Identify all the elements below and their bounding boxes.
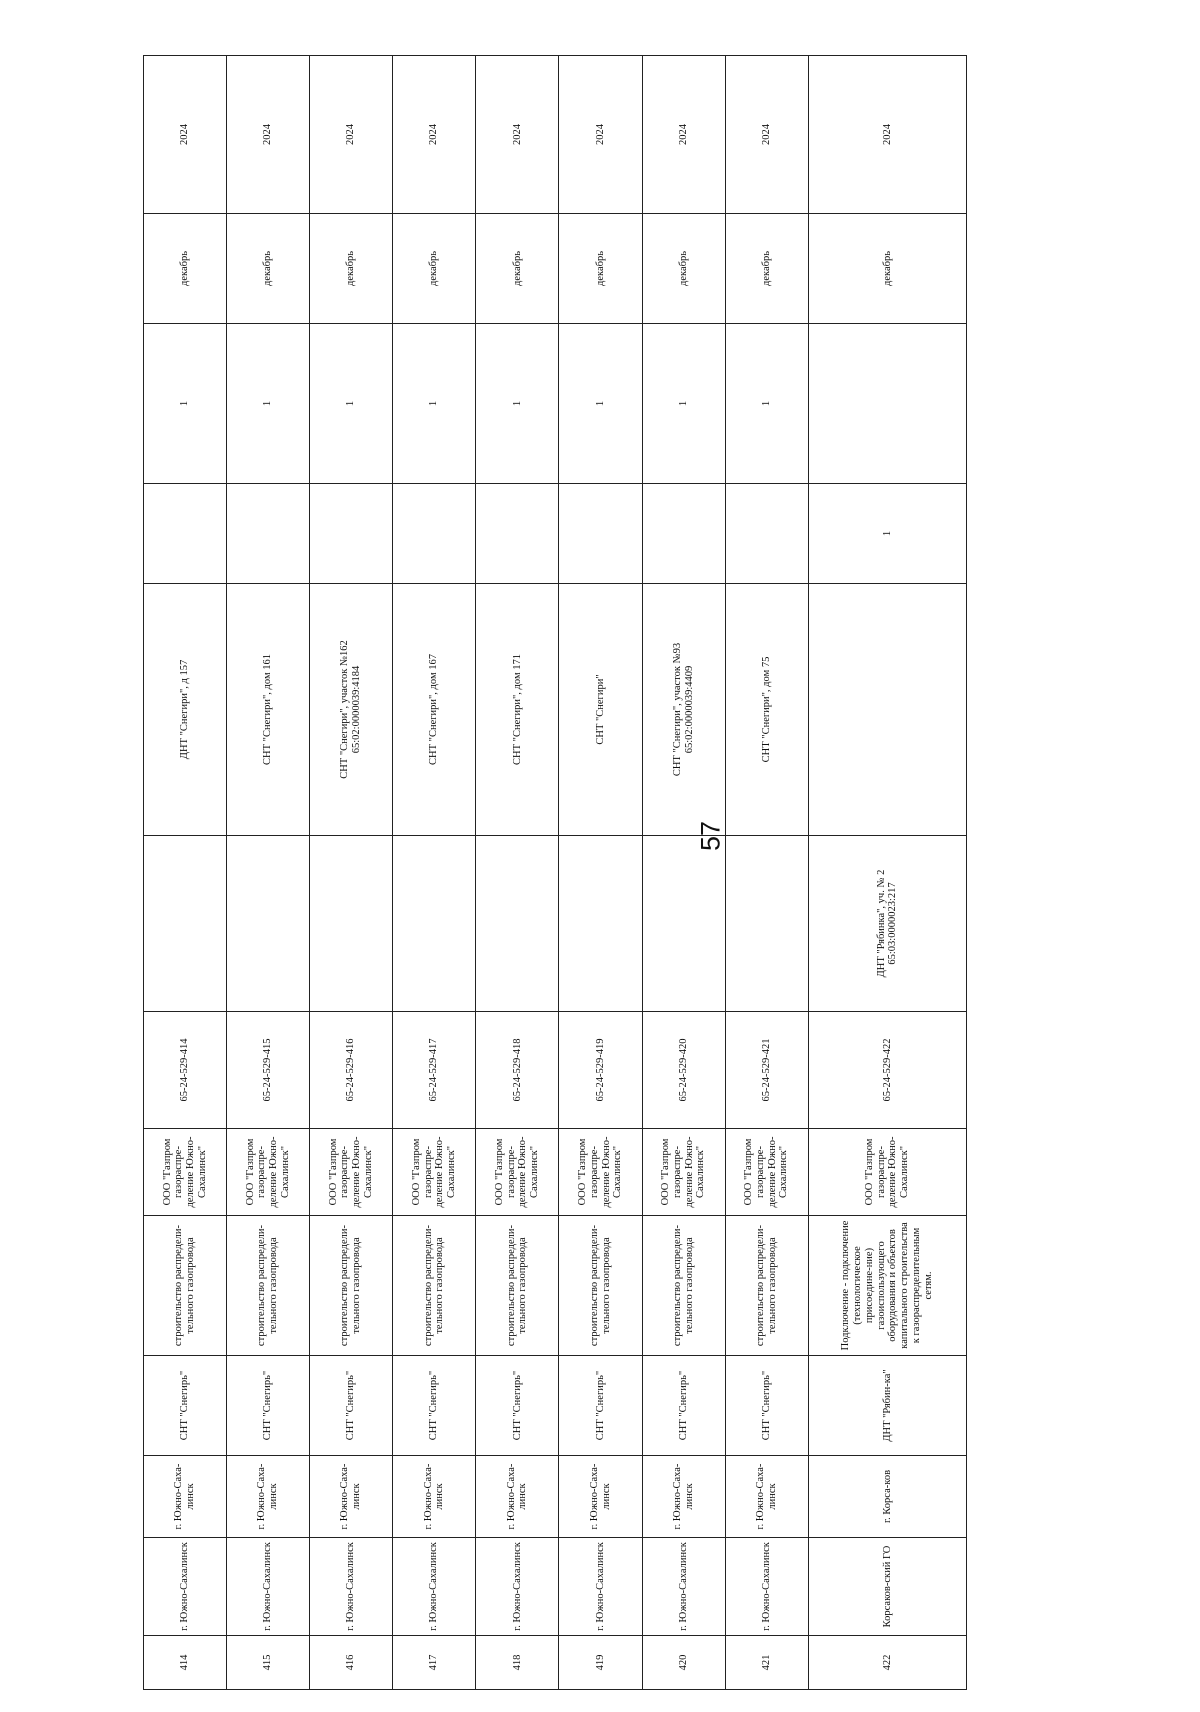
row-number-cell: 415 <box>227 1636 310 1690</box>
month-cell: декабрь <box>559 214 642 324</box>
count-a-cell <box>642 484 725 584</box>
organization-cell: ООО "Газпром газораспре-деление Южно-Сахалинск" <box>310 1129 393 1216</box>
count-b-cell: 1 <box>725 324 808 484</box>
row-number-cell: 416 <box>310 1636 393 1690</box>
row-number-cell: 418 <box>476 1636 559 1690</box>
count-b-cell: 1 <box>227 324 310 484</box>
registry-table <box>143 55 967 1690</box>
organization-cell: ООО "Газпром газораспре-деление Южно-Сахалинск" <box>808 1129 966 1216</box>
table-row <box>227 56 310 1690</box>
table-row <box>559 56 642 1690</box>
purpose-cell: строительство распредели-тельного газопровода <box>227 1216 310 1356</box>
count-b-cell: 1 <box>559 324 642 484</box>
row-number-cell: 422 <box>808 1636 966 1690</box>
district-cell: г. Южно-Сахалинск <box>642 1538 725 1636</box>
address-a-cell <box>642 836 725 1012</box>
year-cell: 2024 <box>725 56 808 214</box>
year-cell: 2024 <box>227 56 310 214</box>
organization-cell: ООО "Газпром газораспре-деление Южно-Сахалинск" <box>642 1129 725 1216</box>
count-b-cell: 1 <box>310 324 393 484</box>
count-a-cell <box>393 484 476 584</box>
organization-cell: ООО "Газпром газораспре-деление Южно-Сахалинск" <box>144 1129 227 1216</box>
count-a-cell <box>476 484 559 584</box>
district-cell: г. Южно-Сахалинск <box>227 1538 310 1636</box>
count-a-cell: 1 <box>808 484 966 584</box>
purpose-cell: строительство распредели-тельного газопровода <box>144 1216 227 1356</box>
district-cell: Корсаков-ский ГО <box>808 1538 966 1636</box>
count-a-cell <box>559 484 642 584</box>
address-b-cell: СНТ "Снегири", дом 75 <box>725 584 808 836</box>
year-cell: 2024 <box>476 56 559 214</box>
table-row <box>642 56 725 1690</box>
code-cell: 65-24-529-422 <box>808 1012 966 1129</box>
applicant-cell: ДНТ "Рябин-ка" <box>808 1356 966 1456</box>
row-number-cell: 419 <box>559 1636 642 1690</box>
address-a-cell: ДНТ "Рябинка", уч. № 2 65:03:0000023:217 <box>808 836 966 1012</box>
organization-cell: ООО "Газпром газораспре-деление Южно-Сахалинск" <box>393 1129 476 1216</box>
year-cell: 2024 <box>642 56 725 214</box>
organization-cell: ООО "Газпром газораспре-деление Южно-Сахалинск" <box>476 1129 559 1216</box>
purpose-cell: строительство распредели-тельного газопровода <box>642 1216 725 1356</box>
locality-cell: г. Южно-Саха-линск <box>642 1456 725 1538</box>
applicant-cell: СНТ "Снегирь" <box>725 1356 808 1456</box>
count-a-cell <box>310 484 393 584</box>
month-cell: декабрь <box>310 214 393 324</box>
year-cell: 2024 <box>559 56 642 214</box>
count-b-cell: 1 <box>393 324 476 484</box>
applicant-cell: СНТ "Снегирь" <box>642 1356 725 1456</box>
applicant-cell: СНТ "Снегирь" <box>476 1356 559 1456</box>
code-cell: 65-24-529-420 <box>642 1012 725 1129</box>
count-b-cell: 1 <box>476 324 559 484</box>
organization-cell: ООО "Газпром газораспре-деление Южно-Сахалинск" <box>227 1129 310 1216</box>
year-cell: 2024 <box>144 56 227 214</box>
count-a-cell <box>227 484 310 584</box>
table-row <box>310 56 393 1690</box>
count-b-cell: 1 <box>144 324 227 484</box>
address-b-cell: СНТ "Снегири", дом 161 <box>227 584 310 836</box>
address-b-cell: СНТ "Снегири", дом 167 <box>393 584 476 836</box>
applicant-cell: СНТ "Снегирь" <box>393 1356 476 1456</box>
purpose-cell: строительство распредели-тельного газопровода <box>476 1216 559 1356</box>
district-cell: г. Южно-Сахалинск <box>144 1538 227 1636</box>
address-b-cell: СНТ "Снегири" <box>559 584 642 836</box>
locality-cell: г. Южно-Саха-линск <box>144 1456 227 1538</box>
district-cell: г. Южно-Сахалинск <box>559 1538 642 1636</box>
table-row <box>808 56 966 1690</box>
applicant-cell: СНТ "Снегирь" <box>144 1356 227 1456</box>
code-cell: 65-24-529-418 <box>476 1012 559 1129</box>
table-row <box>144 56 227 1690</box>
address-a-cell <box>310 836 393 1012</box>
address-a-cell <box>144 836 227 1012</box>
district-cell: г. Южно-Сахалинск <box>310 1538 393 1636</box>
month-cell: декабрь <box>725 214 808 324</box>
count-a-cell <box>144 484 227 584</box>
district-cell: г. Южно-Сахалинск <box>393 1538 476 1636</box>
code-cell: 65-24-529-421 <box>725 1012 808 1129</box>
month-cell: декабрь <box>642 214 725 324</box>
table-row <box>393 56 476 1690</box>
district-cell: г. Южно-Сахалинск <box>725 1538 808 1636</box>
page-number: 57 <box>695 820 726 852</box>
code-cell: 65-24-529-415 <box>227 1012 310 1129</box>
address-a-cell <box>476 836 559 1012</box>
address-a-cell <box>227 836 310 1012</box>
address-b-cell: СНТ "Снегири", дом 171 <box>476 584 559 836</box>
address-b-cell <box>808 584 966 836</box>
month-cell: декабрь <box>808 214 966 324</box>
code-cell: 65-24-529-419 <box>559 1012 642 1129</box>
code-cell: 65-24-529-414 <box>144 1012 227 1129</box>
address-b-cell: ДНТ "Снегири", д 157 <box>144 584 227 836</box>
locality-cell: г. Южно-Саха-линск <box>310 1456 393 1538</box>
locality-cell: г. Южно-Саха-линск <box>725 1456 808 1538</box>
applicant-cell: СНТ "Снегирь" <box>310 1356 393 1456</box>
month-cell: декабрь <box>476 214 559 324</box>
purpose-cell: строительство распредели-тельного газопровода <box>725 1216 808 1356</box>
row-number-cell: 417 <box>393 1636 476 1690</box>
year-cell: 2024 <box>310 56 393 214</box>
applicant-cell: СНТ "Снегирь" <box>227 1356 310 1456</box>
purpose-cell: Подключение - подключение (технологическое присоедине-ние) газоиспользующего оборудования и объектов капитального строительства к газораспределительным сетям. <box>808 1216 966 1356</box>
address-b-cell: СНТ "Снегири", участок №162 65:02:0000039:4184 <box>310 584 393 836</box>
count-b-cell <box>808 324 966 484</box>
purpose-cell: строительство распредели-тельного газопровода <box>310 1216 393 1356</box>
organization-cell: ООО "Газпром газораспре-деление Южно-Сахалинск" <box>725 1129 808 1216</box>
table-body <box>144 56 967 1690</box>
address-a-cell <box>725 836 808 1012</box>
code-cell: 65-24-529-416 <box>310 1012 393 1129</box>
table-row <box>476 56 559 1690</box>
code-cell: 65-24-529-417 <box>393 1012 476 1129</box>
row-number-cell: 421 <box>725 1636 808 1690</box>
purpose-cell: строительство распредели-тельного газопровода <box>559 1216 642 1356</box>
table-container <box>143 56 967 1690</box>
row-number-cell: 414 <box>144 1636 227 1690</box>
count-a-cell <box>725 484 808 584</box>
month-cell: декабрь <box>144 214 227 324</box>
count-b-cell: 1 <box>642 324 725 484</box>
row-number-cell: 420 <box>642 1636 725 1690</box>
district-cell: г. Южно-Сахалинск <box>476 1538 559 1636</box>
applicant-cell: СНТ "Снегирь" <box>559 1356 642 1456</box>
address-a-cell <box>393 836 476 1012</box>
locality-cell: г. Южно-Саха-линск <box>559 1456 642 1538</box>
year-cell: 2024 <box>393 56 476 214</box>
locality-cell: г. Южно-Саха-линск <box>393 1456 476 1538</box>
organization-cell: ООО "Газпром газораспре-деление Южно-Сахалинск" <box>559 1129 642 1216</box>
purpose-cell: строительство распредели-тельного газопровода <box>393 1216 476 1356</box>
year-cell: 2024 <box>808 56 966 214</box>
locality-cell: г. Корса-ков <box>808 1456 966 1538</box>
locality-cell: г. Южно-Саха-линск <box>227 1456 310 1538</box>
month-cell: декабрь <box>393 214 476 324</box>
table-row <box>725 56 808 1690</box>
month-cell: декабрь <box>227 214 310 324</box>
locality-cell: г. Южно-Саха-линск <box>476 1456 559 1538</box>
address-b-cell: СНТ "Снегири", участок №93 65:02:0000039:4409 <box>642 584 725 836</box>
address-a-cell <box>559 836 642 1012</box>
